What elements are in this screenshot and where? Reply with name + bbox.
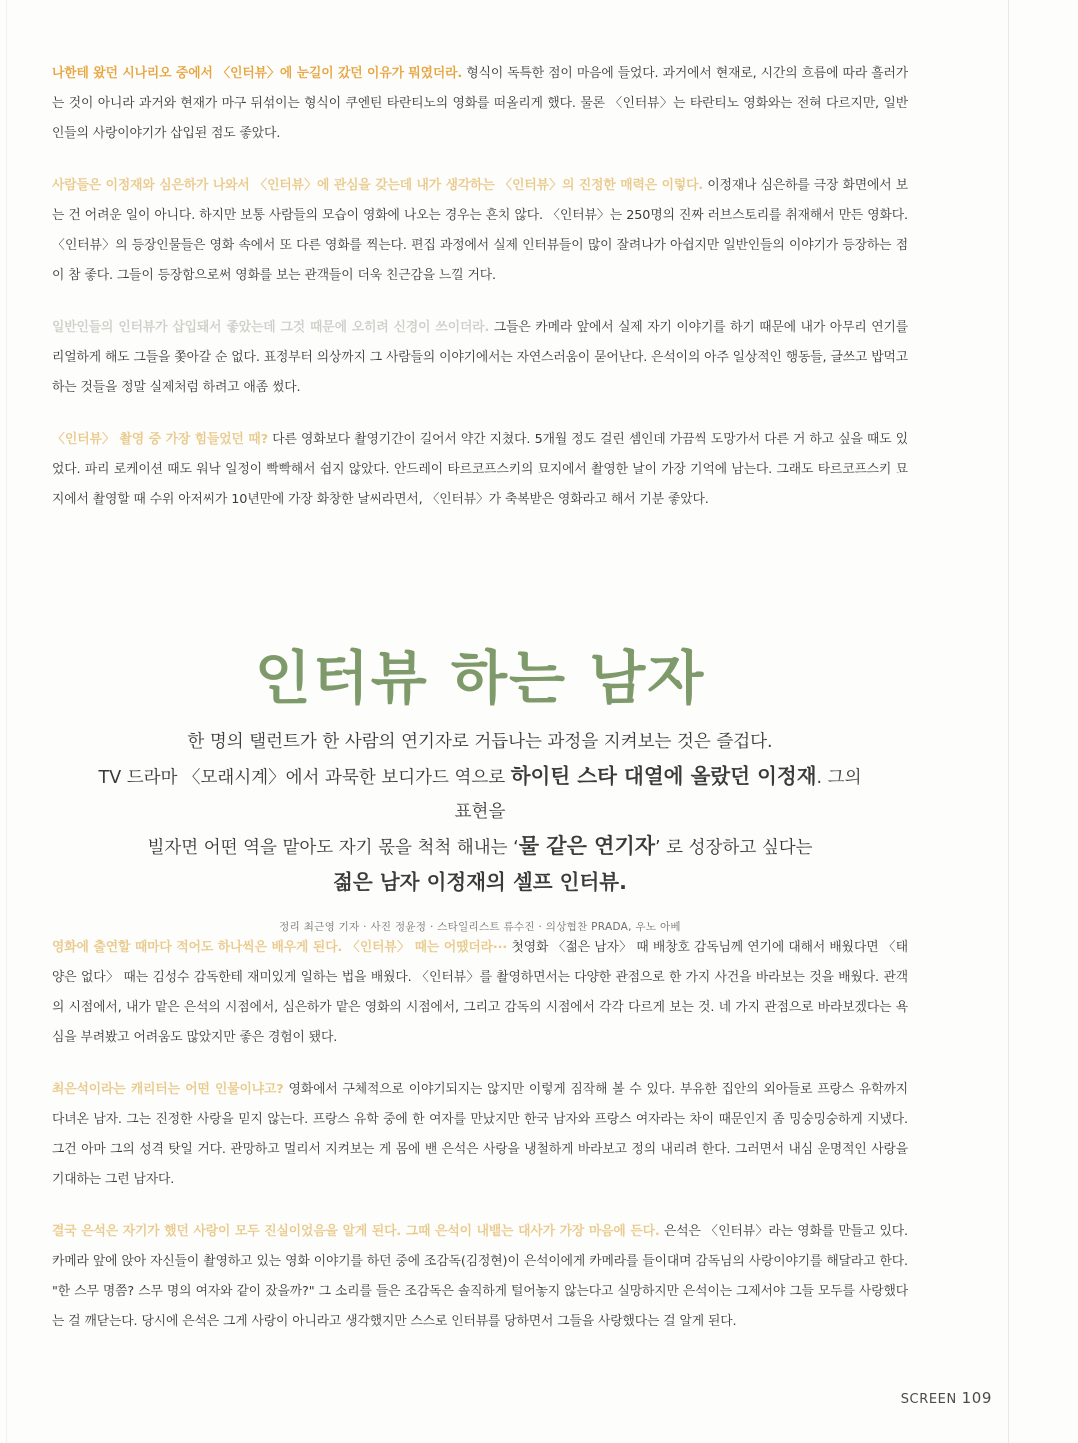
deck-quote: 물 같은 연기자 xyxy=(518,833,656,858)
qa-block xyxy=(52,1217,908,1337)
question-lead: 결국 은석은 자기가 했던 사랑이 모두 진실이었음을 알게 된다. 그때 은석이 내뱉는 대사가 가장 마음에 든다. xyxy=(52,1223,660,1239)
deck-line: 한 명의 탤런트가 한 사람의 연기자로 거듭나는 과정을 지켜보는 것은 즐겁다. xyxy=(187,731,773,752)
top-interview-section xyxy=(52,46,908,537)
publication-name: SCREEN xyxy=(900,1392,957,1407)
answer-text: 다른 영화보다 촬영기간이 길어서 약간 지쳤다. 5개월 정도 걸린 셈인데 가끔씩 도망가서 다른 거 하고 싶을 때도 있었다. 파리 로케이션 때도 워낙 일정이 빡빡해서 쉽지 않았다. 안드레이 타르코프스키의 묘지에서 촬영한 날이 가장 기억에 남는다. 그래도 타르코프스키 묘지에서 촬영할 때 수위 아저씨가 10년만에 가장 화창한 날씨라면서, 〈인터뷰〉가 축복받은 영화라고 해서 기분 좋았다. xyxy=(52,431,908,507)
qa-paragraph xyxy=(52,933,908,1053)
question-lead: 일반인들의 인터뷰가 삽입돼서 좋았는데 그것 때문에 오히려 신경이 쓰이더라. xyxy=(52,319,490,335)
answer-text: 형식이 독특한 점이 마음에 들었다. 과거에서 현재로, 시간의 흐름에 따라 흘러가는 것이 아니라 과거와 현재가 마구 뒤섞이는 형식이 쿠엔틴 타란티노의 영화를 떠올리게 했다. 물론 〈인터뷰〉는 타란티노 영화와는 전혀 다르지만, 일반인들의 사랑이야기가 삽입된 점도 좋았다. xyxy=(52,65,909,141)
deck-emphasis: 젊은 남자 이정재의 셀프 인터뷰. xyxy=(333,869,627,894)
qa-paragraph xyxy=(52,1217,908,1337)
question-lead: 나한테 왔던 시나리오 중에서 〈인터뷰〉에 눈길이 갔던 이유가 뭐였더라. xyxy=(52,65,463,81)
answer-text: 영화에서 구체적으로 이야기되지는 않지만 이렇게 짐작해 볼 수 있다. 부유한 집안의 외아들로 프랑스 유학까지 다녀온 남자. 그는 진정한 사랑을 믿지 않는다. 프랑스 유학 중에 한 여자를 만났지만 한국 남자와 프랑스 여자라는 차이 때문인지 좀 밍숭밍숭하게 지냈다. 그건 아마 그의 성격 탓일 거다. 관망하고 멀리서 지켜보는 게 몸에 밴 은석은 사랑을 냉철하게 바라보고 정의 내리려 한다. 그러면서 내심 운명적인 사랑을 기대하는 그런 남자다. xyxy=(52,1081,908,1187)
feature-credit: 정리 최근영 기자 · 사진 정윤정 · 스타일리스트 류수진 · 의상협찬 PRADA, 우노 아베 xyxy=(279,920,681,933)
qa-paragraph xyxy=(52,425,908,515)
qa-paragraph xyxy=(52,171,908,291)
deck-line: TV 드라마 〈모래시계〉에서 과묵한 보디가드 역으로 하이틴 스타 대열에 올랐던 이정재. 그의 표현을 xyxy=(98,763,862,822)
qa-block xyxy=(52,171,908,291)
qa-block xyxy=(52,425,908,515)
deck-line xyxy=(90,865,870,901)
page-edge-rule xyxy=(1008,0,1009,1443)
answer-text: 첫영화 〈젊은 남자〉 때 배창호 감독님께 연기에 대해서 배웠다면 〈태양은 없다〉 때는 김성수 감독한테 재미있게 일하는 법을 배웠다. 〈인터뷰〉를 촬영하면서는 다양한 관점으로 한 가지 사건을 바라보는 것을 배웠다. 관객의 시점에서, 내가 맡은 은석의 시점에서, 심은하가 맡은 영화의 시점에서, 그리고 감독의 시점에서 각각 다르게 보는 것. 네 가지 관점으로 바라보겠다는 욕심을 부려봤고 어려움도 많았지만 좋은 경험이 됐다. xyxy=(52,939,909,1045)
question-lead: 최은석이라는 캐리터는 어떤 인물이냐고? xyxy=(52,1081,284,1097)
feature-deck xyxy=(90,725,870,901)
qa-block xyxy=(52,313,908,403)
page-edge-rule-left xyxy=(6,0,7,1443)
deck-line: 빌자면 어떤 역을 맡아도 자기 몫을 척척 해내는 ‘물 같은 연기자’ 로 성장하고 싶다는 xyxy=(147,833,813,858)
question-lead: 영화에 출연할 때마다 적어도 하나씩은 배우게 된다. 〈인터뷰〉 때는 어땠더라··· xyxy=(52,939,508,955)
qa-paragraph xyxy=(52,313,908,403)
question-lead: 〈인터뷰〉 촬영 중 가장 힘들었던 때? xyxy=(52,431,269,447)
qa-block xyxy=(52,933,908,1053)
bottom-interview-section xyxy=(52,920,908,1359)
qa-paragraph xyxy=(52,1075,908,1195)
page-number: 109 xyxy=(961,1389,992,1407)
qa-paragraph xyxy=(52,59,908,149)
folio xyxy=(901,1389,992,1407)
qa-block xyxy=(52,1075,908,1195)
question-lead: 사람들은 이정재와 심은하가 나와서 〈인터뷰〉에 관심을 갖는데 내가 생각하는 〈인터뷰〉의 진정한 매력은 이렇다. xyxy=(52,177,704,193)
answer-text: 그들은 카메라 앞에서 실제 자기 이야기를 하기 때문에 내가 아무리 연기를 리얼하게 해도 그들을 쫓아갈 순 없다. 표정부터 의상까지 그 사람들의 이야기에서는 자연스러움이 묻어난다. 은석이의 아주 일상적인 행동들, 글쓰고 밥먹고 하는 것들을 정말 실제처럼 하려고 애좀 썼다. xyxy=(52,319,909,395)
feature-title: 인터뷰 하는 남자 xyxy=(254,644,706,712)
feature-headline-block xyxy=(52,644,908,934)
qa-block xyxy=(52,59,908,149)
answer-text: 은석은 〈인터뷰〉라는 영화를 만들고 있다. 카메라 앞에 앉아 자신들이 촬영하고 있는 영화 이야기를 하던 중에 조감독(김정현)이 은석이에게 카메라를 들이대며 감독님의 사랑이야기를 해달라고 한다. "한 스무 명쯤? 스무 명의 여자와 같이 잤을까?" 그 소리를 들은 조감독은 솔직하게 털어놓지 않는다고 실망하지만 은석이는 그제서야 그들 모두를 사랑했다는 걸 깨닫는다. 당시에 은석은 그게 사랑이 아니라고 생각했지만 스스로 인터뷰를 당하면서 그들을 사랑했다는 걸 알게 된다. xyxy=(52,1223,909,1329)
answer-text: 이정재나 심은하를 극장 화면에서 보는 건 어려운 일이 아니다. 하지만 보통 사람들의 모습이 영화에 나오는 경우는 흔치 않다. 〈인터뷰〉는 250명의 진짜 러브스토리를 취재해서 만든 영화다. 〈인터뷰〉의 등장인물들은 영화 속에서 또 다른 영화를 찍는다. 편집 과정에서 실제 인터뷰들이 많이 잘려나가 아쉽지만 일반인들의 이야기가 등장하는 점이 참 좋다. 그들이 등장함으로써 영화를 보는 관객들이 더욱 친근감을 느낄 거다. xyxy=(52,177,908,283)
deck-emphasis: 하이틴 스타 대열에 올랐던 이정재 xyxy=(510,763,817,788)
